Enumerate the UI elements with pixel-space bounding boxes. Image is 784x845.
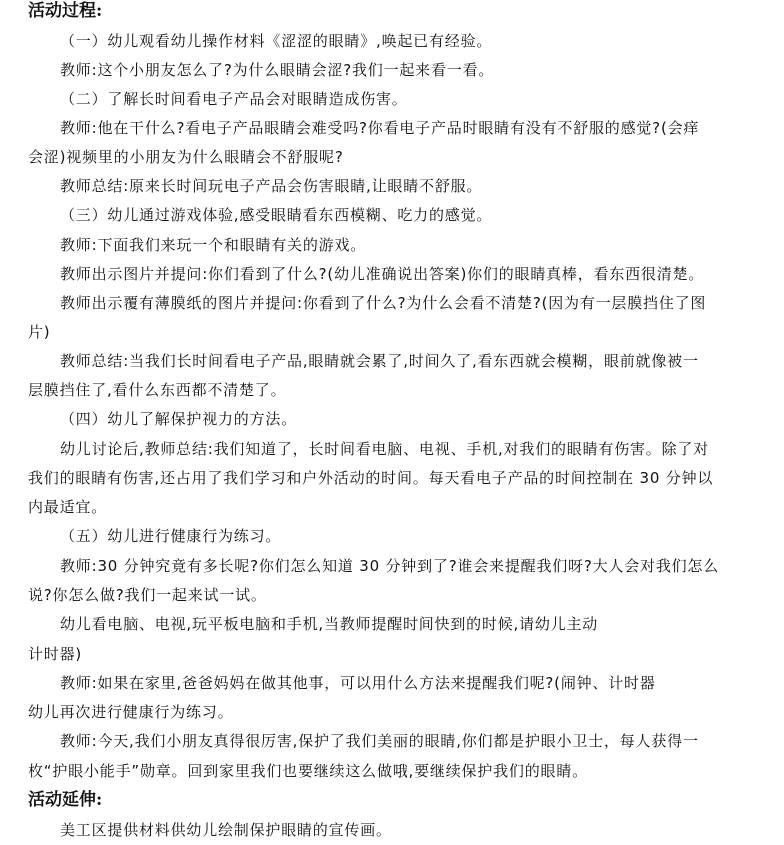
text-line: 我们的眼睛有伤害,还占用了我们学习和户外活动的时间。每天看电子产品的时间控制在 30 分钟以 [28, 469, 714, 487]
text-line: 教师:他在干什么?看电子产品眼睛会难受吗?你看电子产品时眼睛有没有不舒服的感觉?(会痒 [60, 119, 700, 137]
text-line: （五）幼儿进行健康行为练习。 [60, 527, 282, 545]
text-line: 教师:下面我们来玩一个和眼睛有关的游戏。 [60, 236, 367, 254]
text-line: 枚“护眼小能手”勋章。回到家里我们也要继续这么做哦,要继续保护我们的眼睛。 [28, 762, 588, 780]
text-line: 幼儿再次进行健康行为练习。 [28, 703, 234, 721]
text-line: 幼儿讨论后,教师总结:我们知道了，长时间看电脑、电视、手机,对我们的眼睛有伤害。除了对 [60, 440, 709, 458]
text-line: 幼儿看电脑、电视,玩平板电脑和手机,当教师提醒时间快到的时候,请幼儿主动 [60, 615, 599, 633]
text-line: 教师总结:原来长时间玩电子产品会伤害眼睛,让眼睛不舒服。 [60, 177, 483, 195]
text-line: 美工区提供材料供幼儿绘制保护眼睛的宣传画。 [60, 821, 392, 839]
text-line: 计时器) [28, 645, 83, 663]
text-line: 内最适宜。 [28, 498, 108, 516]
text-line: 教师:今天,我们小朋友真得很厉害,保护了我们美丽的眼睛,你们都是护眼小卫士，每人获得一 [60, 732, 699, 750]
text-line: 说?你怎么做?我们一起来试一试。 [28, 586, 267, 604]
text-line: 层膜挡住了,看什么东西都不清楚了。 [28, 381, 287, 399]
text-line: 教师出示覆有薄膜纸的图片并提问:你看到了什么?为什么会看不清楚?(因为有一层膜挡住了图 [60, 294, 707, 312]
text-line: 会涩)视频里的小朋友为什么眼睛会不舒服呢? [28, 148, 344, 166]
text-line: （一）幼儿观看幼儿操作材料《涩涩的眼睛》,唤起已有经验。 [60, 32, 493, 50]
text-line: 教师总结:当我们长时间看电子产品,眼睛就会累了,时间久了,看东西就会模糊，眼前就像被一 [60, 352, 699, 370]
text-line: 教师:30 分钟究竟有多长呢?你们怎么知道 30 分钟到了?谁会来提醒我们呀?大人会对我们怎么 [60, 557, 720, 575]
text-line: 教师:如果在家里,爸爸妈妈在做其他事，可以用什么方法来提醒我们呢?(闹钟、计时器 [60, 674, 656, 692]
heading-activity-process: 活动过程: [28, 1, 103, 21]
text-line: （二）了解长时间看电子产品会对眼睛造成伤害。 [60, 90, 408, 108]
text-line: （三）幼儿通过游戏体验,感受眼睛看东西模糊、吃力的感觉。 [60, 206, 493, 224]
text-line: 教师出示图片并提问:你们看到了什么?(幼儿准确说出答案)你们的眼睛真棒，看东西很清楚。 [60, 265, 705, 283]
text-line: 片) [28, 323, 51, 341]
heading-activity-extension: 活动延伸: [28, 790, 103, 810]
text-line: 教师:这个小朋友怎么了?为什么眼睛会涩?我们一起来看一看。 [60, 61, 495, 79]
text-line: （四）幼儿了解保护视力的方法。 [60, 410, 298, 428]
